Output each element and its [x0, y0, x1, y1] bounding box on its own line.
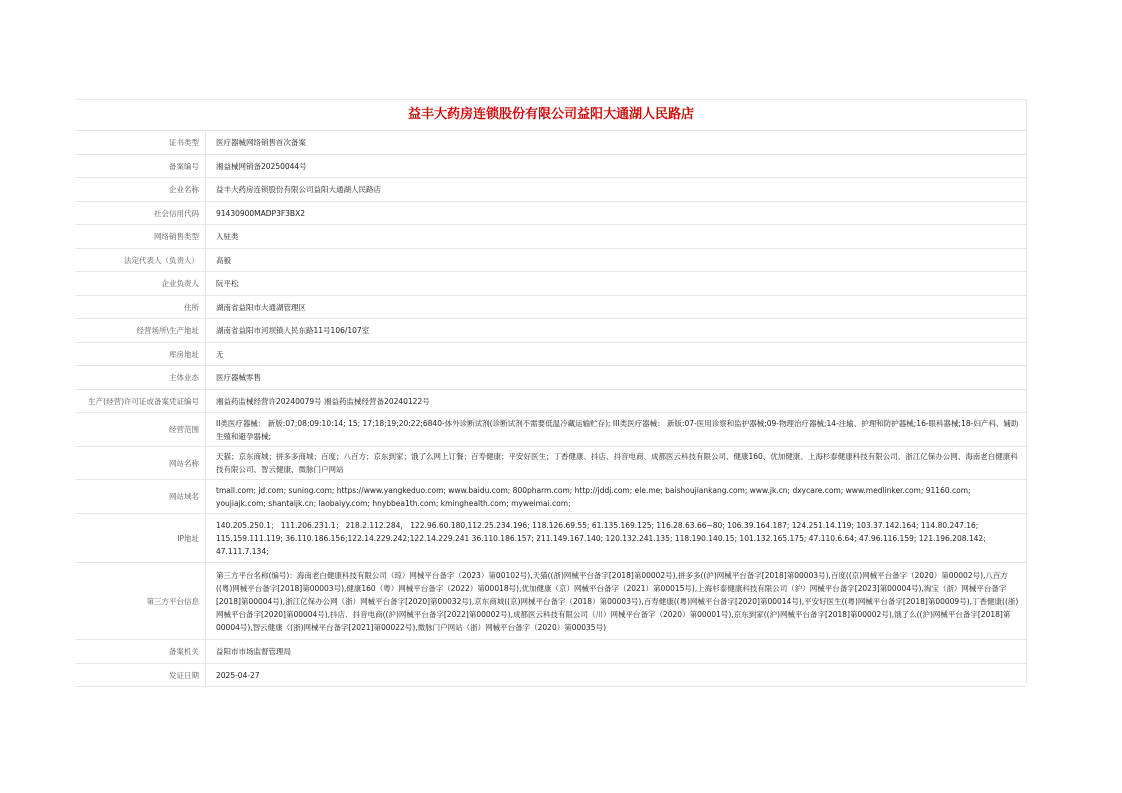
- field-label: 住所: [76, 296, 206, 318]
- field-value: 湖南省益阳市大通湖管理区: [216, 302, 306, 312]
- table-row-sales-type: [76, 225, 1026, 249]
- field-label: 网站名称: [76, 447, 206, 479]
- field-value: 无: [216, 349, 224, 359]
- field-value: 益丰大药房连锁股份有限公司益阳大通湖人民路店: [216, 185, 381, 194]
- field-label: IP地址: [76, 514, 206, 562]
- field-value: 2025-04-27: [216, 670, 260, 680]
- field-value: 湘益药监械经营许20240079号 湘益药监械经营备20240122号: [216, 396, 430, 406]
- field-value: 高毅: [216, 255, 231, 265]
- table-row-cert-type: [76, 131, 1026, 155]
- field-value: 益阳市市场监督管理局: [216, 647, 291, 656]
- page-title: 益丰大药房连锁股份有限公司益阳大通湖人民路店: [76, 100, 1026, 131]
- table-row-filing-authority: [76, 640, 1026, 664]
- table-row-third-party-platforms: [76, 563, 1026, 640]
- table-row-warehouse-address: [76, 343, 1026, 366]
- table-right-border: [1026, 99, 1027, 684]
- field-label: 经营范围: [76, 413, 206, 446]
- field-value: 天猫；京东商城；拼多多商城；百度；八百方；京东到家；饿了么网上订餐；百寿健康；平安好医生；丁香健康、抖店、抖音电商、成都医云科技有限公司、健康160、优加健康、上海杉泰健康科技有限公司、浙江亿保办公网、海南老白健康科技有限公司、智云健康、微脉门户网站: [216, 452, 1018, 474]
- field-value: 入驻类: [216, 232, 239, 241]
- field-value: 湖南省益阳市河坝镇人民东路11号106/107室: [216, 326, 370, 335]
- field-label: 生产(经营)许可证或备案凭证编号: [76, 390, 206, 412]
- table-row-ip-addresses: [76, 514, 1026, 563]
- field-value: 医疗器械零售: [216, 373, 261, 382]
- field-label: 社会信用代码: [76, 202, 206, 224]
- field-value: 91430900MADP3F3BX2: [216, 208, 305, 218]
- field-label: 网站域名: [76, 480, 206, 513]
- field-value: 阮平松: [216, 279, 239, 288]
- field-value: 第三方平台名称(编号)：海南老白健康科技有限公司（琼）网械平台备字（2023）第00102号),天猫((浙)网械平台备字[2018]第00002号),拼多多((沪)网械平台备字[2018]第00003号),百度((京)网械平台备字（2020）第00002号),八百方((粤)网械平台备字[2018]第00003号),健康160（粤）网械平台备字（2022）第00018号),优加健康（京）网械平台备字（2021）第00015号),上海杉泰健康科技有限公司（沪）网械平台备字[2023]第00004号),淘宝（浙）网械平台备字[2018]第00004号),浙江亿保办公网（浙）网械平台备字[2020]第00032号),京东商城((京)网械平台备字（2018）第00003号),百寿健康((粤)网械平台备字[2020]第00014号),平安好医生((粤)网械平台备字[2018]第00009号),丁香健康((浙)网械平台备字[2020]第00004号),抖店、抖音电商((沪)网械平台备字[2022]第00002号),成都医云科技有限公司（川）网械平台备字（2020）第00001号),京东到家((沪)网械平台备字[2018]第00002号),饿了么((沪)网械平台备字[2018]第00004号),智云健康（(浙)网械平台备字[2021]第00022号),微脉门户网站（浙）网械平台备字（2020）第00035号): [216, 570, 1019, 632]
- field-label: 备案机关: [76, 640, 206, 663]
- field-label: 备案编号: [76, 155, 206, 177]
- field-label: 网络销售类型: [76, 225, 206, 248]
- field-label: 企业负责人: [76, 272, 206, 295]
- field-label: 发证日期: [76, 664, 206, 686]
- table-row-business-address: [76, 319, 1026, 343]
- table-row-business-scope: [76, 413, 1026, 447]
- field-label: 主体业态: [76, 366, 206, 389]
- field-label: 法定代表人（负责人）: [76, 249, 206, 271]
- table-row-issue-date: [76, 664, 1026, 687]
- table-row-license-number: [76, 390, 1026, 413]
- field-value: 湘益械网销备20250044号: [216, 161, 307, 171]
- table-row-company-head: [76, 272, 1026, 296]
- field-label: 第三方平台信息: [76, 563, 206, 639]
- field-label: 企业名称: [76, 178, 206, 201]
- table-row-website-domains: [76, 480, 1026, 514]
- certificate-table: [76, 99, 1026, 687]
- table-row-credit-code: [76, 202, 1026, 225]
- field-value: II类医疗器械： 新版:07;08;09:10:14; 15; 17;18;19;20:22;6840-体外诊断试剂(诊断试剂不需要低温冷藏运输贮存); III类医疗器械： 新版:07-医用诊察和监护器械;09-物理治疗器械;14-注输、护理和防护器械;16-眼科器械;18-妇产科、辅助生殖和避孕器械;: [216, 418, 1019, 441]
- table-row-company-name: [76, 178, 1026, 202]
- table-row-record-number: [76, 155, 1026, 178]
- field-label: 库房地址: [76, 343, 206, 365]
- table-row-business-form: [76, 366, 1026, 390]
- field-label: 证书类型: [76, 131, 206, 154]
- table-row-website-names: [76, 447, 1026, 480]
- field-value: 医疗器械网络销售首次备案: [216, 138, 306, 147]
- table-row-legal-representative: [76, 249, 1026, 272]
- field-label: 经营场所\生产地址: [76, 319, 206, 342]
- field-value: 140.205.250.1； 111.206.231.1； 218.2.112.284， 122.96.60.180,112.25.234.196; 118.126.69.55; 61.135.169.125; 116.28.63.66~80; 106.39.164.187; 124.251.14.119; 103.37.142.164; 114.80.247.16; 115.159.111.119; 36.110.186.156;122.14.229.242;122.14.229.241 36.110.186.157; 211.149.167.140; 120.132.241.135; 118.190.140.15; 101.132.165.175; 47.110.6.64; 47.96.116.159; 121.196.208.142; 47.111.7.134;: [216, 520, 986, 556]
- table-row-residence: [76, 296, 1026, 319]
- field-value: tmall.com; jd.com; suning.com; https://www.yangkeduo.com; www.baidu.com; 800pharm.com; http://jddj.com; ele.me; baishoujiankang.com; www.jk.cn; dxycare.com; www.medlinker.com; 91160.com; youjiajk.com; shantaijk.cn; laobaiyy.com; hnybbea1th.com; kminghealth.com; myweimai.com;: [216, 485, 971, 508]
